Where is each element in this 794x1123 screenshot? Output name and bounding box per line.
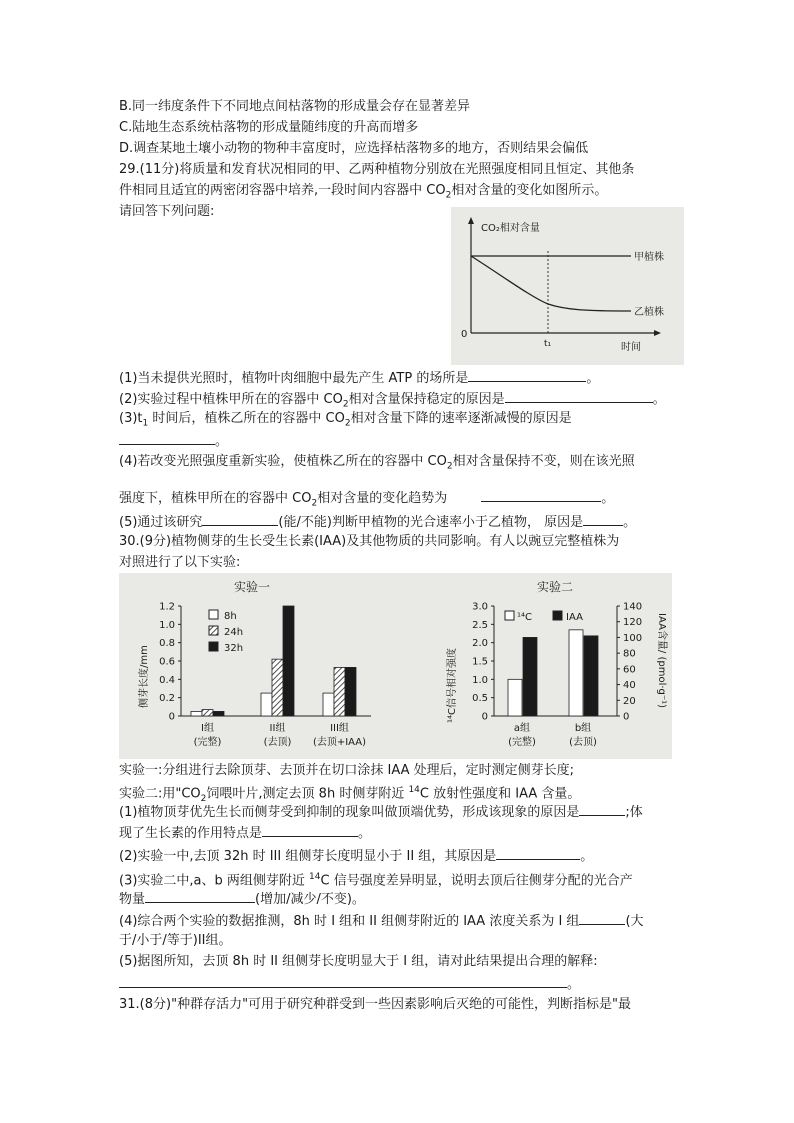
series-label-jia: 甲植株 [634, 252, 664, 263]
exp1-y-tick-label: 0.4 [159, 674, 175, 686]
exp2-y-right-tick-label: 80 [623, 648, 636, 660]
exp1-y-tick-label: 1.2 [159, 601, 175, 613]
exp1-y-tick-label: 1.0 [159, 619, 175, 631]
exp1-bars [191, 606, 356, 716]
legend-label-32h: 32h [224, 643, 244, 654]
exp1-bar-32h-1 [213, 711, 224, 716]
exp1-bar-32h-2 [283, 606, 294, 716]
q30-sub1: (1)植物顶芽优先生长而侧芽受到抑制的现象叫做顶端优势，形成该现象的原因是 ;体 [119, 802, 643, 822]
co2-line-figure [451, 207, 684, 365]
legend-label-iaa: IAA [566, 612, 583, 623]
exp2-y-left-tick-label: 1.0 [472, 674, 488, 686]
exp2-y-left-tick-label: 1.5 [472, 656, 488, 668]
exp1-x-sublabel: (去顶+IAA) [312, 737, 367, 748]
q30-sub3-cont: 物量 (增加/减少/不变)。 [119, 889, 365, 909]
origin-label: 0 [461, 329, 468, 340]
experiment-figure [119, 573, 672, 759]
exp1-bar-24h-1 [202, 710, 213, 716]
exp1-y-tick-label: 0 [168, 711, 175, 723]
q30-sub4: (4)综合两个实验的数据推测，8h 时 I 组和 II 组侧芽附近的 IAA 浓度关系为 I 组 (大 [119, 911, 644, 931]
q29-sub4-cont: 强度下，植株甲所在的容器中 $CO_2$相对含量的变化趋势为 。 [119, 488, 614, 513]
t1-tick-label: t₁ [544, 339, 552, 349]
y-axis-arrow [468, 217, 474, 224]
exp2-bars [508, 630, 598, 716]
exp2-y-right-tick-label: 120 [623, 617, 643, 629]
exp2-bar-iaa-2 [584, 636, 598, 716]
exp2-y-right-tick-label: 60 [623, 664, 636, 676]
q30-sub4-cont: 于/小于/等于)II组。 [119, 933, 232, 948]
exp2-y-right-tick-label: 0 [623, 711, 630, 723]
exp1-bar-8h-2 [261, 693, 272, 716]
q29-stem-1: 29.(11分)将质量和发育状况相同的甲、乙两种植物分别放在光照强度相同且恒定、其他条 [119, 162, 635, 177]
exp2-y-right-tick-label: 40 [623, 680, 636, 692]
q29-sub1: (1)当未提供光照时，植物叶肉细胞中最先产生 ATP 的场所是 。 [119, 368, 599, 388]
exp1-x-labels [194, 722, 367, 748]
legend-label-14c: ¹⁴C [517, 612, 532, 623]
exp2-y-left-tick-label: 0 [481, 711, 488, 723]
exp1-y-tick-label: 0.2 [159, 693, 175, 705]
exp1-bar-24h-3 [334, 667, 345, 716]
legend-swatch-8h [209, 610, 218, 619]
series-line-yi [471, 256, 631, 311]
legend-swatch-iaa [553, 611, 562, 620]
exp1-bar-24h-2 [272, 659, 283, 716]
exp1-x-label: III组 [330, 723, 349, 734]
legend-label-8h: 8h [224, 611, 237, 622]
q29-prompt: 请回答下列问题: [119, 204, 215, 219]
exp1-y-tick-label: 0.8 [159, 638, 175, 650]
exp2-y-right-tick-label: 100 [623, 632, 643, 644]
q30-sub5-blank: 。 [119, 974, 580, 994]
exp2-y-right-label: IAA含量/ (pmol·g⁻¹) [656, 613, 667, 709]
q31-stem: 31.(8分)"种群存活力"可用于研究种群受到一些因素影响后灭绝的可能性，判断指标是"最 [119, 997, 632, 1012]
exp2-y-left-tick-label: 2.5 [472, 619, 488, 631]
exp1-bar-8h-3 [323, 693, 334, 716]
exp2-y-left-tick-label: 3.0 [472, 601, 488, 613]
exp2-x-label: b组 [574, 723, 592, 734]
exp1-x-sublabel: (完整) [193, 737, 222, 748]
exp2-x-sublabel: (去顶) [569, 737, 597, 748]
option-d: D.调查某地土壤小动物的物种丰富度时，应选择枯落物多的地方，否则结果会偏低 [119, 141, 589, 156]
q30-sub5: (5)据图所知，去顶 8h 时 II 组侧芽长度明显大于 I 组，请对此结果提出合理的解释: [119, 954, 598, 969]
exp2-y-left-tick-label: 2.0 [472, 638, 488, 650]
exp2-bar-14c-2 [569, 630, 583, 716]
exp1-y-tick-label: 0.6 [159, 656, 175, 668]
exp2-y-left-tick-label: 0.5 [472, 693, 488, 705]
exp2-y-left-label: ¹⁴C信号相对强度 [447, 648, 458, 723]
exp2-y-right-tick-label: 20 [623, 695, 636, 707]
option-b: B.同一纬度条件下不同地点间枯落物的形成量会存在显著差异 [119, 99, 471, 114]
exp1-x-sublabel: (去顶) [263, 737, 292, 748]
exp2-bar-iaa-1 [523, 637, 537, 716]
exp2-x-label: a组 [513, 723, 531, 734]
series-label-yi: 乙植株 [634, 307, 664, 318]
q29-sub3-blank: 。 [119, 431, 228, 451]
exp2-desc: 实验二:用"$CO_2$饲喂叶片,测定去顶 8h 时侧芽附近 $^{14}$C 放射性强度和 IAA 含量。 [119, 785, 581, 804]
exp1-bar-8h-1 [191, 711, 202, 716]
exp2-bar-14c-1 [508, 679, 522, 716]
exp2-x-sublabel: (完整) [508, 737, 536, 748]
legend-swatch-24h [209, 626, 218, 635]
exp2-title: 实验二 [537, 580, 574, 594]
exp2-x-labels [508, 722, 597, 748]
q30-sub2: (2)实验一中,去顶 32h 时 III 组侧芽长度明显小于 II 组，其原因是 。 [119, 846, 593, 866]
q29-sub4: (4)若改变光照强度重新实验，使植株乙所在的容器中 $CO_2$相对含量保持不变，则在该光照 [119, 454, 635, 472]
exp1-y-ticks [159, 602, 181, 723]
exp1-y-label: 侧芽长度/mm [139, 645, 150, 708]
q29-sub3: $(3)t_1$ 时间后，植株乙所在的容器中 $CO_2$相对含量下降的速率逐渐减慢的原因是 [119, 411, 572, 429]
legend-swatch-32h [209, 642, 218, 651]
exp1-x-label: I组 [201, 723, 214, 734]
q30-stem-1: 30.(9分)植物侧芽的生长受生长素(IAA)及其他物质的共同影响。有人以豌豆完整植株为 [119, 534, 620, 549]
q30-stem-2: 对照进行了以下实验: [119, 555, 241, 570]
co2-line-chart [451, 207, 684, 365]
q29-sub2: (2)实验过程中植株甲所在的容器中 $CO_2$相对含量保持稳定的原因是 。 [119, 389, 666, 414]
legend-label-24h: 24h [224, 627, 244, 638]
q29-stem-2: 件相同且适宜的两密闭容器中培养,一段时间内容器中 $CO_2$相对含量的变化如图所示。 [119, 183, 608, 201]
exp1-x-label: II组 [269, 723, 286, 734]
experiment-charts [119, 573, 672, 759]
exp2-y-right-tick-label: 140 [623, 601, 643, 613]
x-axis-arrow [654, 330, 661, 336]
exp1-desc: 实验一:分组进行去除顶芽、去顶并在切口涂抹 IAA 处理后，定时测定侧芽长度; [119, 763, 575, 778]
x-axis-label: 时间 [621, 342, 641, 353]
exp1-bar-32h-3 [345, 667, 356, 716]
y-axis-label: CO₂相对含量 [481, 223, 540, 234]
q30-sub3: (3)实验二中,a、b 两组侧芽附近 $^{14}$C 信号强度差异明显，说明去顶后往侧芽分配的光合产 [119, 872, 633, 889]
q29-sub5: (5)通过该研究 (能/不能)判断甲植物的光合速率小于乙植物， 原因是 。 [119, 512, 636, 532]
q30-sub1-cont: 现了生长素的作用特点是 。 [119, 823, 371, 843]
option-c: C.陆地生态系统枯落物的形成量随纬度的升高而增多 [119, 120, 419, 135]
legend-swatch-14c [505, 611, 514, 620]
exp1-title: 实验一 [234, 580, 271, 594]
